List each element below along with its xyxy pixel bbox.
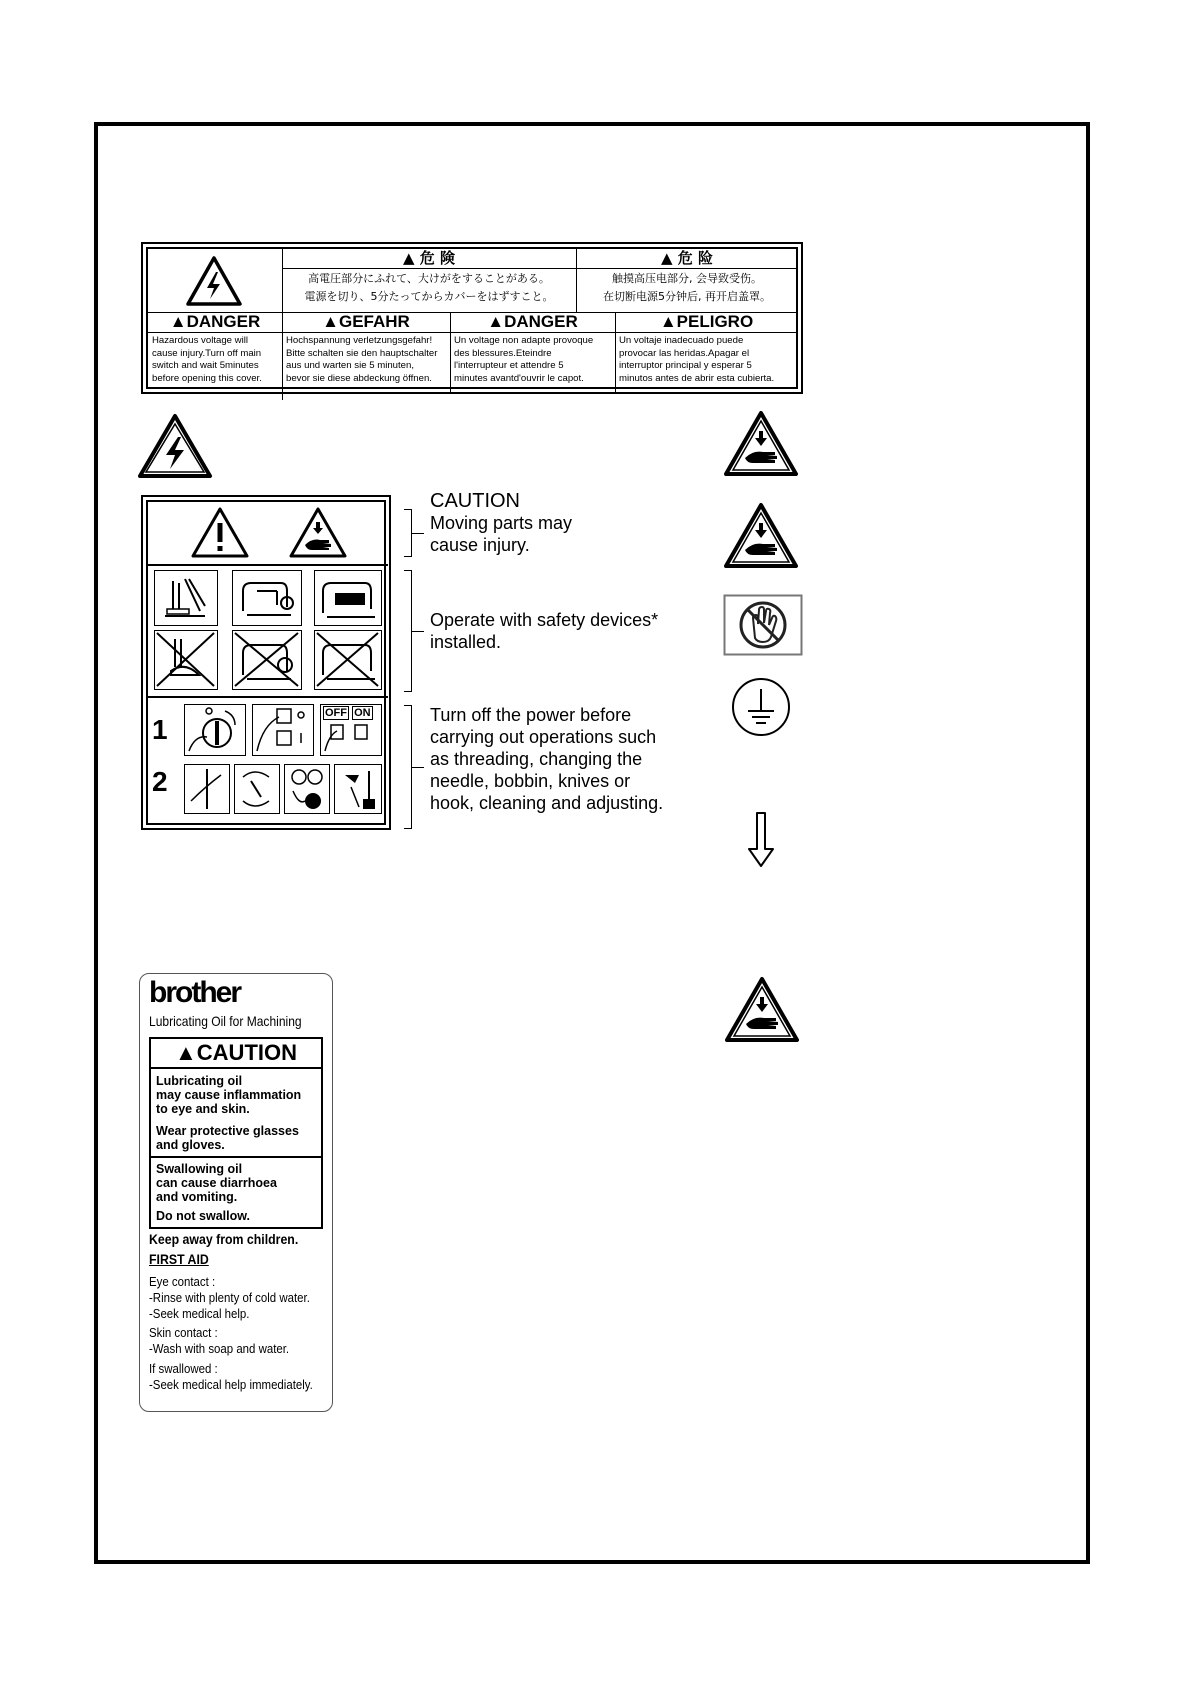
jp-text-line: 高電圧部分にふれて、大けがをすることがある。 — [308, 272, 550, 285]
oil-label — [139, 973, 333, 1412]
first-aid-line: Skin contact : — [149, 1325, 218, 1340]
oil-text-line: Swallowing oil — [156, 1162, 243, 1176]
danger-text-line: minutos antes de abrir esta cubierta. — [619, 372, 775, 384]
hand-crush-warning-icon — [724, 976, 800, 1044]
danger-heading-en: DANGER — [186, 312, 261, 331]
hand-crush-warning-icon — [723, 502, 799, 570]
oil-caution-box — [149, 1037, 323, 1229]
callout-bracket — [404, 570, 412, 692]
first-aid-line: -Seek medical help. — [149, 1306, 250, 1321]
hand-crush-warning-icon — [288, 506, 348, 560]
warning-triangle-icon: ▲ — [402, 249, 415, 267]
danger-text-line: l'interrupteur et attendre 5 — [454, 360, 564, 371]
callout-line: hook, cleaning and adjusting. — [430, 793, 664, 813]
brand-logo: brother — [149, 976, 240, 1009]
high-voltage-warning-icon — [137, 413, 213, 479]
needle-change-pictogram — [234, 764, 280, 814]
keep-away-text: Keep away from children. — [149, 1231, 299, 1247]
on-label: ON — [354, 707, 371, 719]
danger-text-line: minutes avantd'ouvrir le capot. — [454, 372, 584, 384]
warning-triangle-icon: ▲ — [487, 312, 505, 331]
step-number: 1 — [152, 714, 168, 745]
warning-triangle-icon: ▲ — [175, 1040, 197, 1065]
warning-triangle-icon: ▲ — [660, 249, 673, 267]
danger-heading-fr: DANGER — [504, 312, 578, 331]
safety-device-removed-pictogram — [232, 630, 302, 690]
callout-line: needle, bobbin, knives or — [430, 771, 631, 791]
danger-text-line: Bitte schalten sie den hauptschalter — [286, 347, 438, 359]
oil-text-line: Wear protective glasses — [156, 1124, 299, 1138]
callout-line: carrying out operations such — [430, 727, 657, 747]
safety-device-removed-pictogram — [314, 630, 382, 690]
oil-label-subtitle: Lubricating Oil for Machining — [149, 1013, 302, 1029]
callout-bracket-tick — [412, 767, 424, 768]
danger-text-line: bevor sie diese abdeckung öffnen. — [286, 372, 432, 384]
cleaning-pictogram — [334, 764, 382, 814]
first-aid-line: -Seek medical help immediately. — [149, 1377, 313, 1392]
danger-text-line: aus und warten sie 5 minuten, — [286, 360, 414, 371]
safety-device-removed-pictogram — [154, 630, 218, 690]
warning-triangle-icon: ▲ — [169, 312, 187, 331]
callout-bracket — [404, 509, 412, 557]
step-number: 2 — [152, 766, 168, 797]
first-aid-line: Eye contact : — [149, 1274, 216, 1289]
callout-bracket — [404, 705, 412, 829]
no-touch-icon — [723, 594, 803, 656]
jp-danger-heading: 危 険 — [419, 249, 455, 267]
oil-text-line: and gloves. — [156, 1138, 225, 1152]
hand-crush-warning-icon — [723, 410, 799, 478]
safety-device-pictogram — [154, 570, 218, 626]
danger-label — [141, 242, 803, 394]
danger-text-line: Un voltaje inadecuado puede — [619, 335, 744, 346]
oil-text-line: and vomiting. — [156, 1190, 238, 1204]
oil-text-line: Lubricating oil — [156, 1074, 243, 1088]
safety-device-pictogram — [314, 570, 382, 626]
callout-bracket-tick — [412, 631, 424, 632]
danger-text-line: switch and wait 5minutes — [152, 360, 259, 371]
danger-text-line: provocar las heridas.Apagar el — [619, 347, 750, 359]
callout-bracket-tick — [412, 533, 424, 534]
safety-device-pictogram — [232, 570, 302, 626]
callout-line: Operate with safety devices* — [430, 610, 659, 630]
danger-text-line: des blessures.Eteindre — [454, 347, 552, 359]
oil-caution-heading: CAUTION — [196, 1040, 297, 1065]
cn-danger-heading: 危 险 — [677, 249, 713, 267]
danger-text-line: Hazardous voltage will — [152, 335, 248, 346]
callout-line: cause injury. — [430, 535, 530, 555]
danger-text-line: before opening this cover. — [152, 372, 262, 384]
warning-triangle-icon: ▲ — [659, 312, 677, 331]
callout-heading: CAUTION — [430, 490, 520, 512]
oil-text-line: Do not swallow. — [156, 1209, 250, 1223]
danger-text-line: Un voltage non adapte provoque — [454, 335, 594, 346]
off-on-switch-pictogram — [320, 704, 382, 756]
oil-text-line: may cause inflammation — [156, 1088, 302, 1102]
danger-text-line: Hochspannung verletzungsgefahr! — [286, 335, 433, 346]
caution-label — [141, 495, 391, 830]
callout-line: installed. — [430, 632, 502, 652]
first-aid-line: If swallowed : — [149, 1361, 218, 1376]
off-label: OFF — [325, 707, 347, 719]
first-aid-heading: FIRST AID — [149, 1251, 209, 1267]
general-warning-icon — [190, 506, 250, 560]
threading-pictogram — [184, 764, 230, 814]
callout-line: Turn off the power before — [430, 705, 632, 725]
switch-pictogram — [252, 704, 314, 756]
danger-text-line: interruptor principal y esperar 5 — [619, 360, 752, 371]
down-arrow-icon — [746, 811, 776, 869]
protective-earth-icon — [730, 676, 792, 738]
high-voltage-warning-icon — [185, 255, 243, 307]
callout-line: as threading, changing the — [430, 749, 643, 769]
danger-heading-de: GEFAHR — [338, 312, 410, 331]
oil-text-line: can cause diarrhoea — [156, 1176, 277, 1190]
first-aid-line: -Rinse with plenty of cold water. — [149, 1290, 310, 1305]
safety-devices-callout — [430, 609, 658, 653]
bobbin-pictogram — [284, 764, 330, 814]
main-switch-pictogram — [184, 704, 246, 756]
oil-text-line: to eye and skin. — [156, 1102, 250, 1116]
cn-text-line: 在切断电源5分钟后, 再开启盖罩。 — [603, 290, 771, 303]
warning-triangle-icon: ▲ — [322, 312, 339, 331]
danger-text-line: cause injury.Turn off main — [152, 347, 262, 359]
callout-line: Moving parts may — [430, 513, 573, 533]
power-off-callout — [430, 704, 663, 814]
jp-text-line: 電源を切り、5分たってからカバーをはずすこと。 — [304, 290, 554, 303]
danger-heading-es: PELIGRO — [676, 312, 754, 331]
cn-text-line: 触摸高压电部分, 会导致受伤。 — [612, 272, 762, 285]
first-aid-line: -Wash with soap and water. — [149, 1341, 290, 1356]
caution-callout — [430, 490, 572, 556]
